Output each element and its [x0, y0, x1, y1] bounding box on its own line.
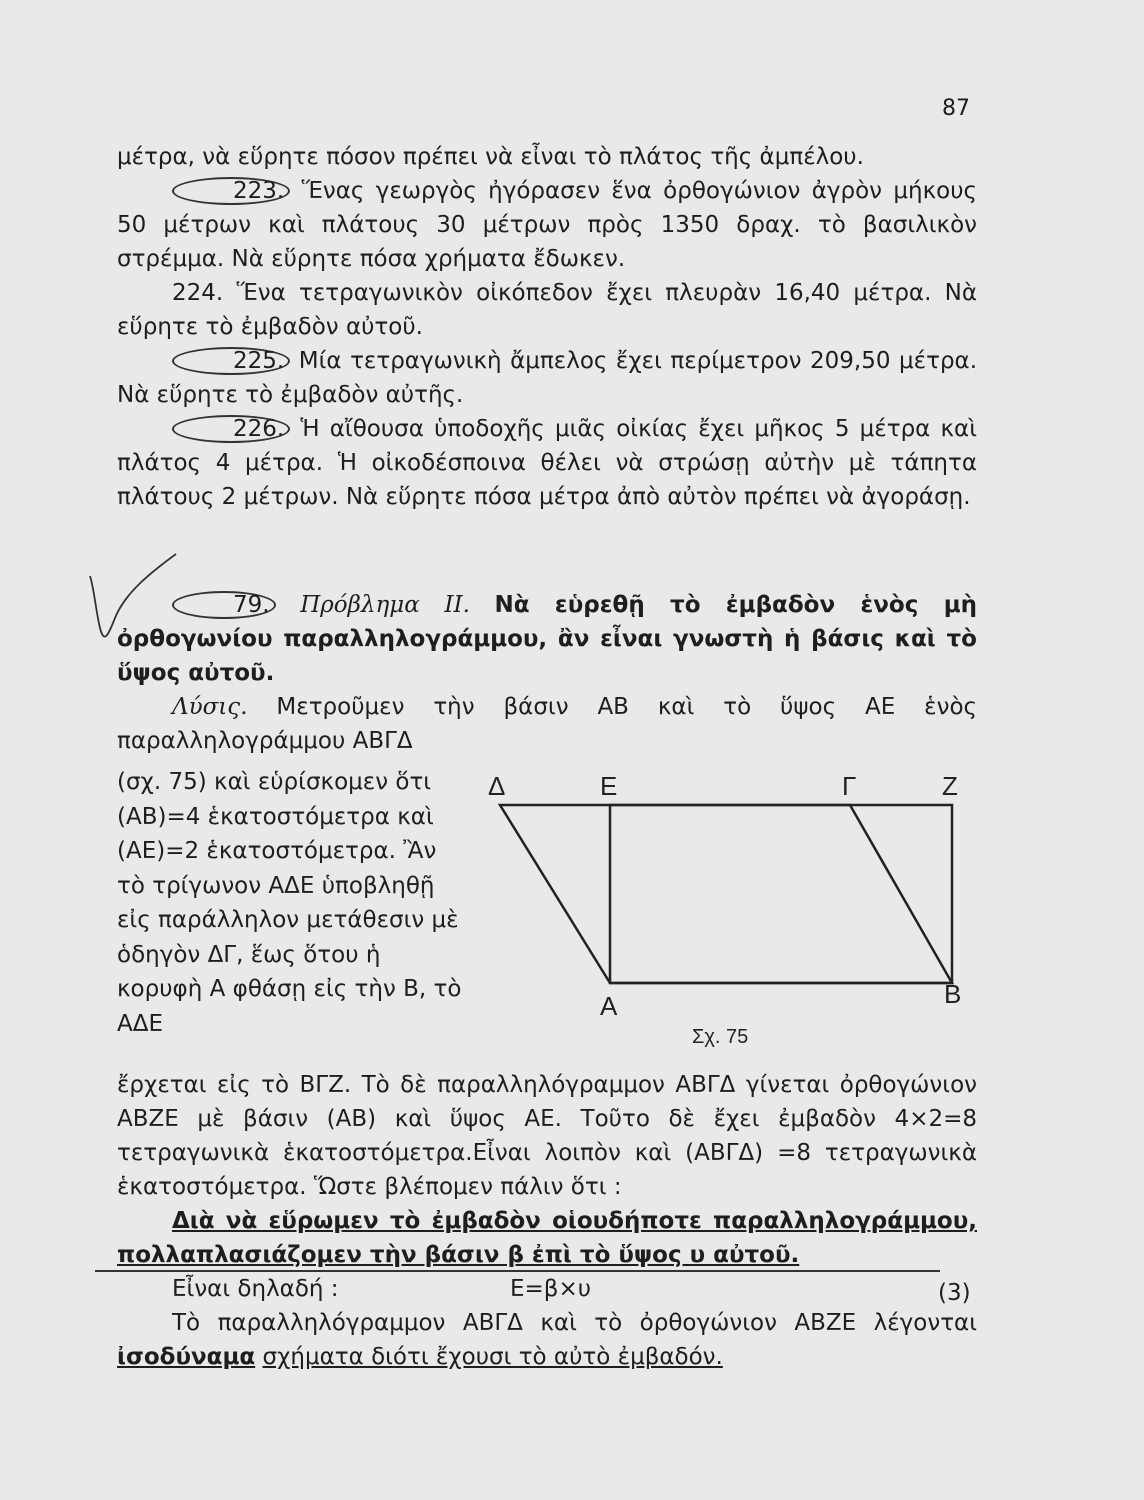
problem-number-225: 225. [172, 347, 290, 375]
label-zeta: Ζ [942, 771, 958, 801]
label-delta: Δ [488, 771, 506, 801]
rule-statement [117, 1204, 977, 1272]
text-line-continuation: μέτρα, νὰ εὕρητε πόσον πρέπει νὰ εἶναι τὸ πλάτος τῆς ἀμπέλου. [117, 144, 864, 170]
formula-number: (3) [938, 1280, 971, 1306]
problem-label: Πρόβλημα ΙΙ. [300, 592, 470, 618]
solution-continued: ἔρχεται εἰς τὸ ΒΓΖ. Τὸ δὲ παραλληλόγραμμον ΑΒΓΔ γίνεται ὀρθογώνιον ΑΒΖΕ μὲ βάσιν (ΑΒ) καὶ ὕψος ΑΕ. Τοῦτο δὲ ἔχει ἐμβαδὸν 4×2=8 τετραγωνικὰ ἑκατοστόμετρα.Εἶναι λοιπὸν καὶ (ΑΒΓΔ) =8 τετραγωνικὰ ἑκατοστόμετρα. Ὥστε βλέπομεν πάλιν ὅτι : [117, 1072, 977, 1200]
formula: Ε=β×υ [510, 1276, 592, 1302]
rule-text: Διὰ νὰ εὕρωμεν τὸ ἐμβαδὸν οἱουδήποτε παραλληλογράμμου, πολλαπλασιάζομεν τὴν βάσιν β ἐπὶ τὸ ὕψος υ αὐτοῦ. [117, 1208, 977, 1268]
problem-223 [117, 174, 977, 276]
final-paragraph [117, 1306, 977, 1374]
label-epsilon: Ε [600, 771, 618, 801]
final-bold-term: ἰσοδύναμα [117, 1344, 256, 1370]
solution-intro [117, 690, 977, 758]
solution-label: Λύσις. [172, 694, 248, 720]
solution-intro-text: Μετροῦμεν τὴν βάσιν ΑΒ καὶ τὸ ὕψος ΑΕ ἑνὸς παραλληλογράμμου ΑΒΓΔ [117, 694, 978, 754]
problem-223-text: Ἕνας γεωργὸς ἠγόρασεν ἕνα ὀρθογώνιον ἀγρὸν μήκους 50 μέτρων καὶ πλάτους 30 μέτρων πρὸς 1350 δραχ. τὸ βασιλικὸν στρέμμα. Νὰ εὕρητε πόσα χρήματα ἔδωκεν. [117, 178, 977, 272]
label-beta: Β [944, 979, 962, 1009]
figure-75 [470, 755, 990, 1055]
parallelogram-abgd [500, 805, 952, 983]
problem-226-text: Ἡ αἴθουσα ὑποδοχῆς μιᾶς οἰκίας ἔχει μῆκος 5 μέτρα καὶ πλάτος 4 μέτρα. Ἡ οἰκοδέσποινα θέλει νὰ στρώσῃ αὐτὴν μὲ τάπητα πλάτους 2 μέτρων. Νὰ εὕρητε πόσα μέτρα ἀπὸ αὐτὸν πρέπει νὰ ἀγοράσῃ. [117, 416, 977, 510]
problem-number-223: 223. [172, 177, 290, 205]
problem-number-226: 226. [172, 415, 290, 443]
problem-226 [117, 412, 977, 514]
page-number: 87 [942, 96, 970, 121]
problem-79-heading [117, 588, 977, 690]
solution-side-text: (σχ. 75) καὶ εὑρίσκομεν ὅτι (ΑΒ)=4 ἑκατοστόμετρα καὶ (ΑΕ)=2 ἑκατοστόμετρα. Ἂν τὸ τρίγωνον ΑΔΕ ὑποβληθῇ εἰς παράλληλον μετάθεσιν μὲ ὁδηγὸν ΔΓ, ἕως ὅτου ἡ κορυφὴ Α φθάσῃ εἰς τὴν Β, τὸ ΑΔΕ [117, 769, 462, 1037]
final-text-a: Τὸ παραλληλόγραμμον ΑΒΓΔ καὶ τὸ ὀρθογώνιον ΑΒΖΕ λέγονται [172, 1310, 977, 1336]
problem-225-text: Μία τετραγωνικὴ ἄμπελος ἔχει περίμετρον 209,50 μέτρα. Νὰ εὕρητε τὸ ἐμβαδὸν αὐτῆς. [117, 348, 978, 408]
problem-79-statement: Νὰ εὑρεθῇ τὸ ἐμβαδὸν ἑνὸς μὴ ὀρθογωνίου παραλληλογράμμου, ἂν εἶναι γνωστὴ ἡ βάσις καὶ τὸ ὕψος αὐτοῦ. [117, 592, 977, 686]
final-text-b: σχήματα διότι ἔχουσι τὸ αὐτὸ ἐμβαδόν. [262, 1344, 723, 1370]
section-number-79: 79. [172, 591, 276, 619]
label-gamma: Γ [842, 771, 857, 801]
figure-caption: Σχ. 75 [692, 1026, 749, 1048]
formula-prefix: Εἶναι δηλαδή : [172, 1276, 339, 1302]
problem-224: 224. Ἕνα τετραγωνικὸν οἰκόπεδον ἔχει πλευρὰν 16,40 μέτρα. Νὰ εὕρητε τὸ ἐμβαδὸν αὐτοῦ. [117, 280, 977, 340]
label-alpha: Α [600, 991, 618, 1021]
problem-225 [117, 344, 977, 412]
